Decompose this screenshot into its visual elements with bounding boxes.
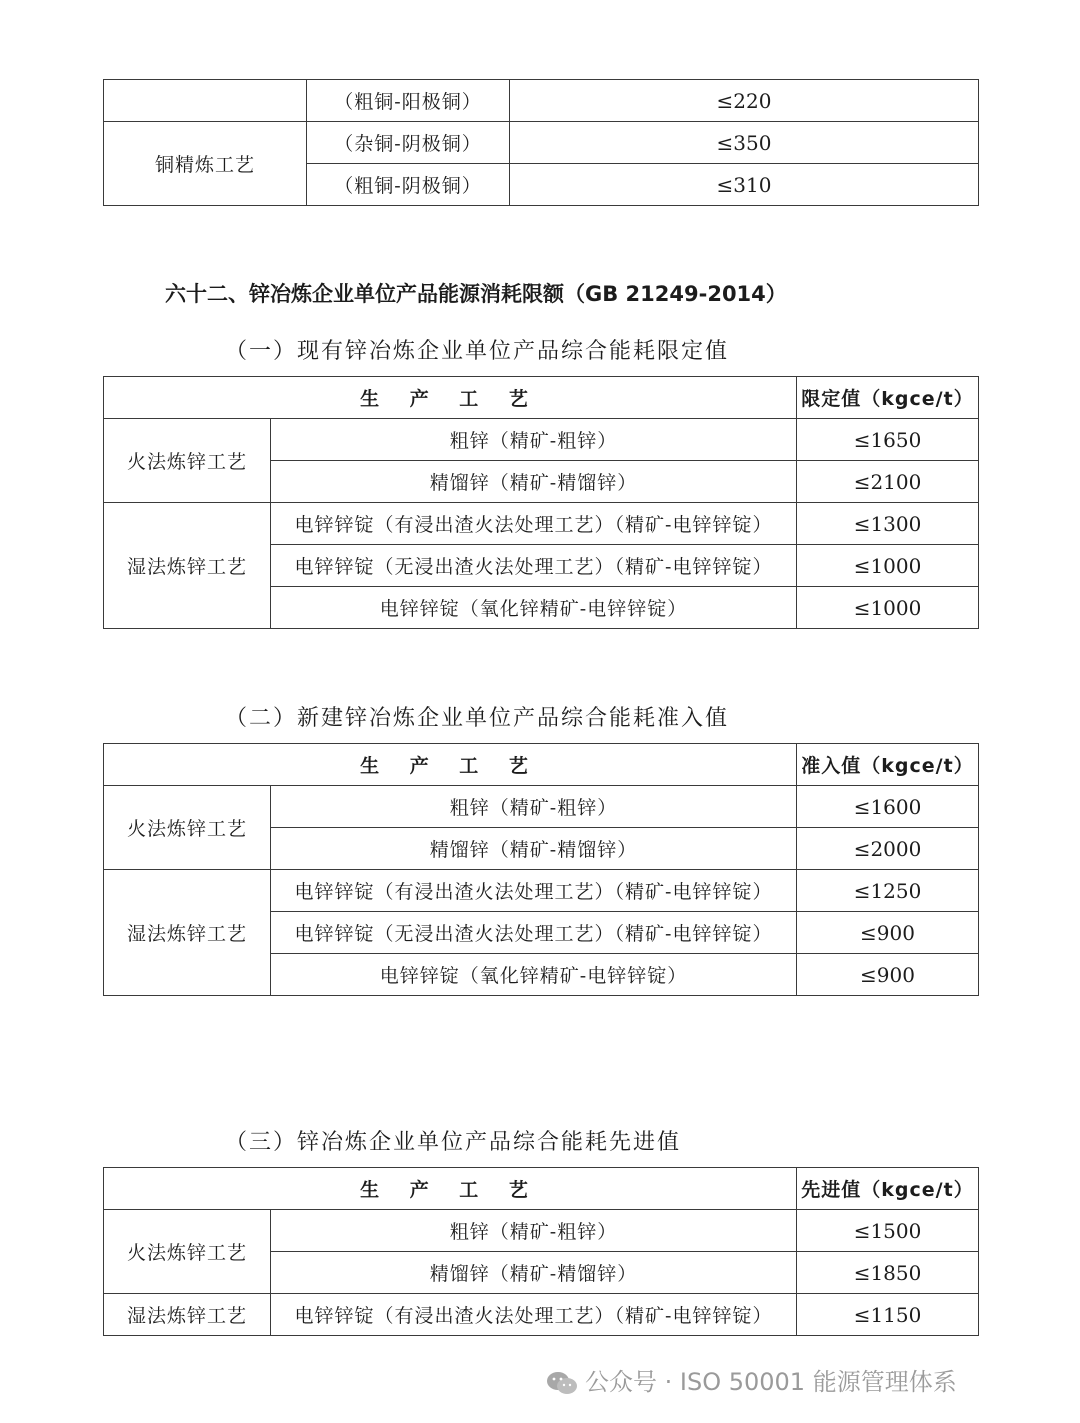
process-cell: 电锌锌锭（氧化锌精矿-电锌锌锭） [271, 954, 797, 996]
zinc-entry-table [103, 743, 979, 996]
watermark [545, 1362, 957, 1397]
value-cell: ≤2100 [797, 461, 979, 503]
section-title: 六十二、锌冶炼企业单位产品能源消耗限额（GB 21249-2014） [165, 282, 787, 306]
value-cell: ≤1600 [797, 786, 979, 828]
value-cell: ≤1850 [797, 1252, 979, 1294]
value-cell: ≤1300 [797, 503, 979, 545]
header-process: 生 产 工 艺 [104, 744, 797, 786]
header-process: 生 产 工 艺 [104, 1168, 797, 1210]
header-value: 准入值（kgce/t） [797, 744, 979, 786]
value-cell: ≤1500 [797, 1210, 979, 1252]
value-cell: ≤350 [510, 122, 979, 164]
header-value: 限定值（kgce/t） [797, 377, 979, 419]
process-cell: 粗锌（精矿-粗锌） [271, 419, 797, 461]
process-cell: 粗锌（精矿-粗锌） [271, 1210, 797, 1252]
group-cell: 铜精炼工艺 [104, 122, 307, 206]
process-cell: 电锌锌锭（有浸出渣火法处理工艺）（精矿-电锌锌锭） [271, 870, 797, 912]
value-cell: ≤1650 [797, 419, 979, 461]
process-cell: （粗铜-阴极铜） [307, 164, 510, 206]
group-cell: 火法炼锌工艺 [104, 419, 271, 503]
wechat-icon [545, 1370, 579, 1396]
process-cell: 精馏锌（精矿-精馏锌） [271, 1252, 797, 1294]
value-cell: ≤1250 [797, 870, 979, 912]
value-cell: ≤1000 [797, 545, 979, 587]
group-cell: 火法炼锌工艺 [104, 786, 271, 870]
process-cell: 精馏锌（精矿-精馏锌） [271, 828, 797, 870]
header-process: 生 产 工 艺 [104, 377, 797, 419]
zinc-limit-table [103, 376, 979, 629]
copper-refining-table [103, 79, 979, 206]
value-cell: ≤310 [510, 164, 979, 206]
process-cell: 电锌锌锭（无浸出渣火法处理工艺）（精矿-电锌锌锭） [271, 545, 797, 587]
table-cell-empty [104, 80, 307, 122]
value-cell: ≤1000 [797, 587, 979, 629]
zinc-advanced-table [103, 1167, 979, 1336]
value-cell: ≤2000 [797, 828, 979, 870]
process-cell: 电锌锌锭（无浸出渣火法处理工艺）（精矿-电锌锌锭） [271, 912, 797, 954]
process-cell: 精馏锌（精矿-精馏锌） [271, 461, 797, 503]
group-cell: 湿法炼锌工艺 [104, 870, 271, 996]
value-cell: ≤1150 [797, 1294, 979, 1336]
table-caption: （三）锌冶炼企业单位产品综合能耗先进值 [225, 1130, 682, 1155]
value-cell: ≤900 [797, 954, 979, 996]
table-caption: （一）现有锌冶炼企业单位产品综合能耗限定值 [225, 339, 730, 364]
header-value: 先进值（kgce/t） [797, 1168, 979, 1210]
process-cell: 电锌锌锭（有浸出渣火法处理工艺）（精矿-电锌锌锭） [271, 503, 797, 545]
watermark-text: 公众号 · ISO 50001 能源管理体系 [585, 1368, 957, 1396]
process-cell: 电锌锌锭（氧化锌精矿-电锌锌锭） [271, 587, 797, 629]
group-cell: 湿法炼锌工艺 [104, 503, 271, 629]
process-cell: 电锌锌锭（有浸出渣火法处理工艺）（精矿-电锌锌锭） [271, 1294, 797, 1336]
group-cell: 湿法炼锌工艺 [104, 1294, 271, 1336]
process-cell: 粗锌（精矿-粗锌） [271, 786, 797, 828]
value-cell: ≤220 [510, 80, 979, 122]
table-caption: （二）新建锌冶炼企业单位产品综合能耗准入值 [225, 706, 730, 731]
group-cell: 火法炼锌工艺 [104, 1210, 271, 1294]
process-cell: （杂铜-阴极铜） [307, 122, 510, 164]
process-cell: （粗铜-阳极铜） [307, 80, 510, 122]
value-cell: ≤900 [797, 912, 979, 954]
